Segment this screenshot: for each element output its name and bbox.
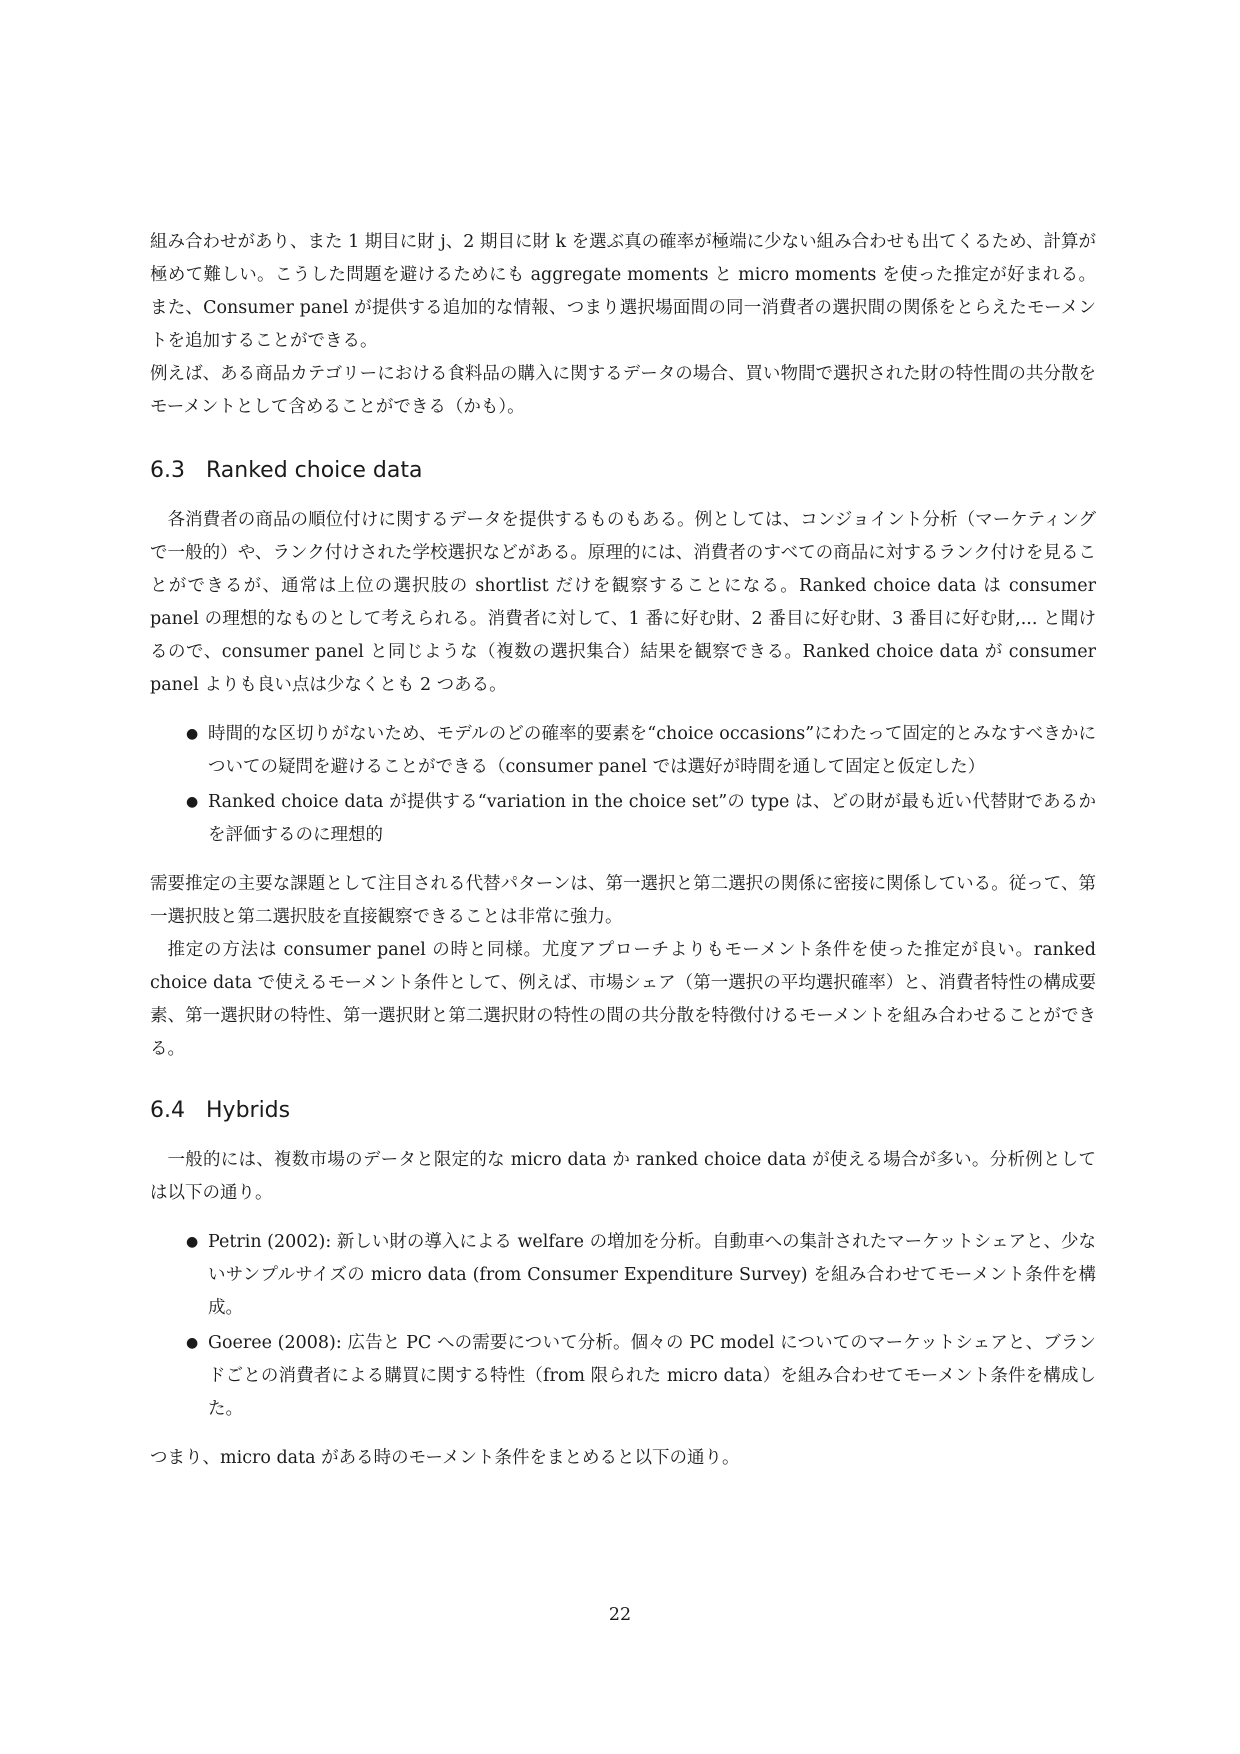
bullet-icon: ● [186,794,199,810]
section-number: 6.3 [150,458,185,483]
section64-paragraph-2: つまり、micro data がある時のモーメント条件をまとめると以下の通り。 [150,1448,740,1468]
bullet-icon: ● [186,1335,199,1351]
list-item: ● Goeree (2008): 広告と PC への需要について分析。個々の PC model についてのマーケットシェアと、ブランドごとの消費者による購買に関する特性（from 限られた micro data）を組み合わせてモーメント条件を構成した。 [208,1327,1096,1426]
intro-paragraph-1: 組み合わせがあり、また 1 期目に財 j、2 期目に財 k を選ぶ真の確率が極端に少ない組み合わせも出てくるため、計算が極めて難しい。こうした問題を避けるためにも aggregate moments と micro moments を使った推定が好まれる。また、Consumer panel が提供する追加的な情報、つまり選択場面間の同一消費者の選択間の関係をとらえたモーメントを追加することができる。 [150,232,1096,351]
section-heading-6-4 [150,1096,1096,1126]
list-item: ● Petrin (2002): 新しい財の導入による welfare の増加を分析。自動車への集計されたマーケットシェアと、少ないサンプルサイズの micro data (from Consumer Expenditure Survey) を組み合わせてモーメント条件を構成。 [208,1226,1096,1325]
intro-paragraph-2: 例えば、ある商品カテゴリーにおける食料品の購入に関するデータの場合、買い物間で選択された財の特性間の共分散をモーメントとして含めることができる（かも）。 [150,364,1096,417]
list-item: ● 時間的な区切りがないため、モデルのどの確率的要素を“choice occasions”にわたって固定的とみなすべきかについての疑問を避けることができる（consumer panel では選好が時間を通して固定と仮定した） [208,718,1096,784]
list-item: ● Ranked choice data が提供する“variation in the choice set”の type は、どの財が最も近い代替財であるかを評価するのに理想的 [208,786,1096,852]
page-body [150,226,1096,1475]
bullet-icon: ● [186,726,199,742]
section64-bullet-list [150,1226,1096,1426]
section63-bullet-list [150,718,1096,852]
section63-paragraph-3: 推定の方法は consumer panel の時と同様。尤度アプローチよりもモーメント条件を使った推定が良い。ranked choice data で使えるモーメント条件として、例えば、市場シェア（第一選択の平均選択確率）と、消費者特性の構成要素、第一選択財の特性、第一選択財と第二選択財の特性の間の共分散を特徴付けるモーメントを組み合わせることができる。 [150,940,1096,1059]
bullet-icon: ● [186,1234,199,1250]
section-title: Ranked choice data [206,458,423,483]
section-number: 6.4 [150,1098,185,1123]
section-title: Hybrids [206,1098,291,1123]
section64-paragraph-1: 一般的には、複数市場のデータと限定的な micro data か ranked choice data が使える場合が多い。分析例としては以下の通り。 [150,1150,1096,1203]
section-heading-6-3 [150,456,1096,486]
section63-paragraph-2: 需要推定の主要な課題として注目される代替パターンは、第一選択と第二選択の関係に密接に関係している。従って、第一選択肢と第二選択肢を直接観察できることは非常に強力。 [150,874,1096,927]
page-number: 22 [608,1605,632,1625]
section63-paragraph-1: 各消費者の商品の順位付けに関するデータを提供するものもある。例としては、コンジョイント分析（マーケティングで一般的）や、ランク付けされた学校選択などがある。原理的には、消費者のすべての商品に対するランク付けを見ることができるが、通常は上位の選択肢の shortlist だけを観察することになる。Ranked choice data は consumer panel の理想的なものとして考えられる。消費者に対して、1 番に好む財、2 番目に好む財、3 番目に好む財,... と聞けるので、consumer panel と同じような（複数の選択集合）結果を観察できる。Ranked choice data が consumer panel よりも良い点は少なくとも 2 つある。 [150,510,1096,695]
